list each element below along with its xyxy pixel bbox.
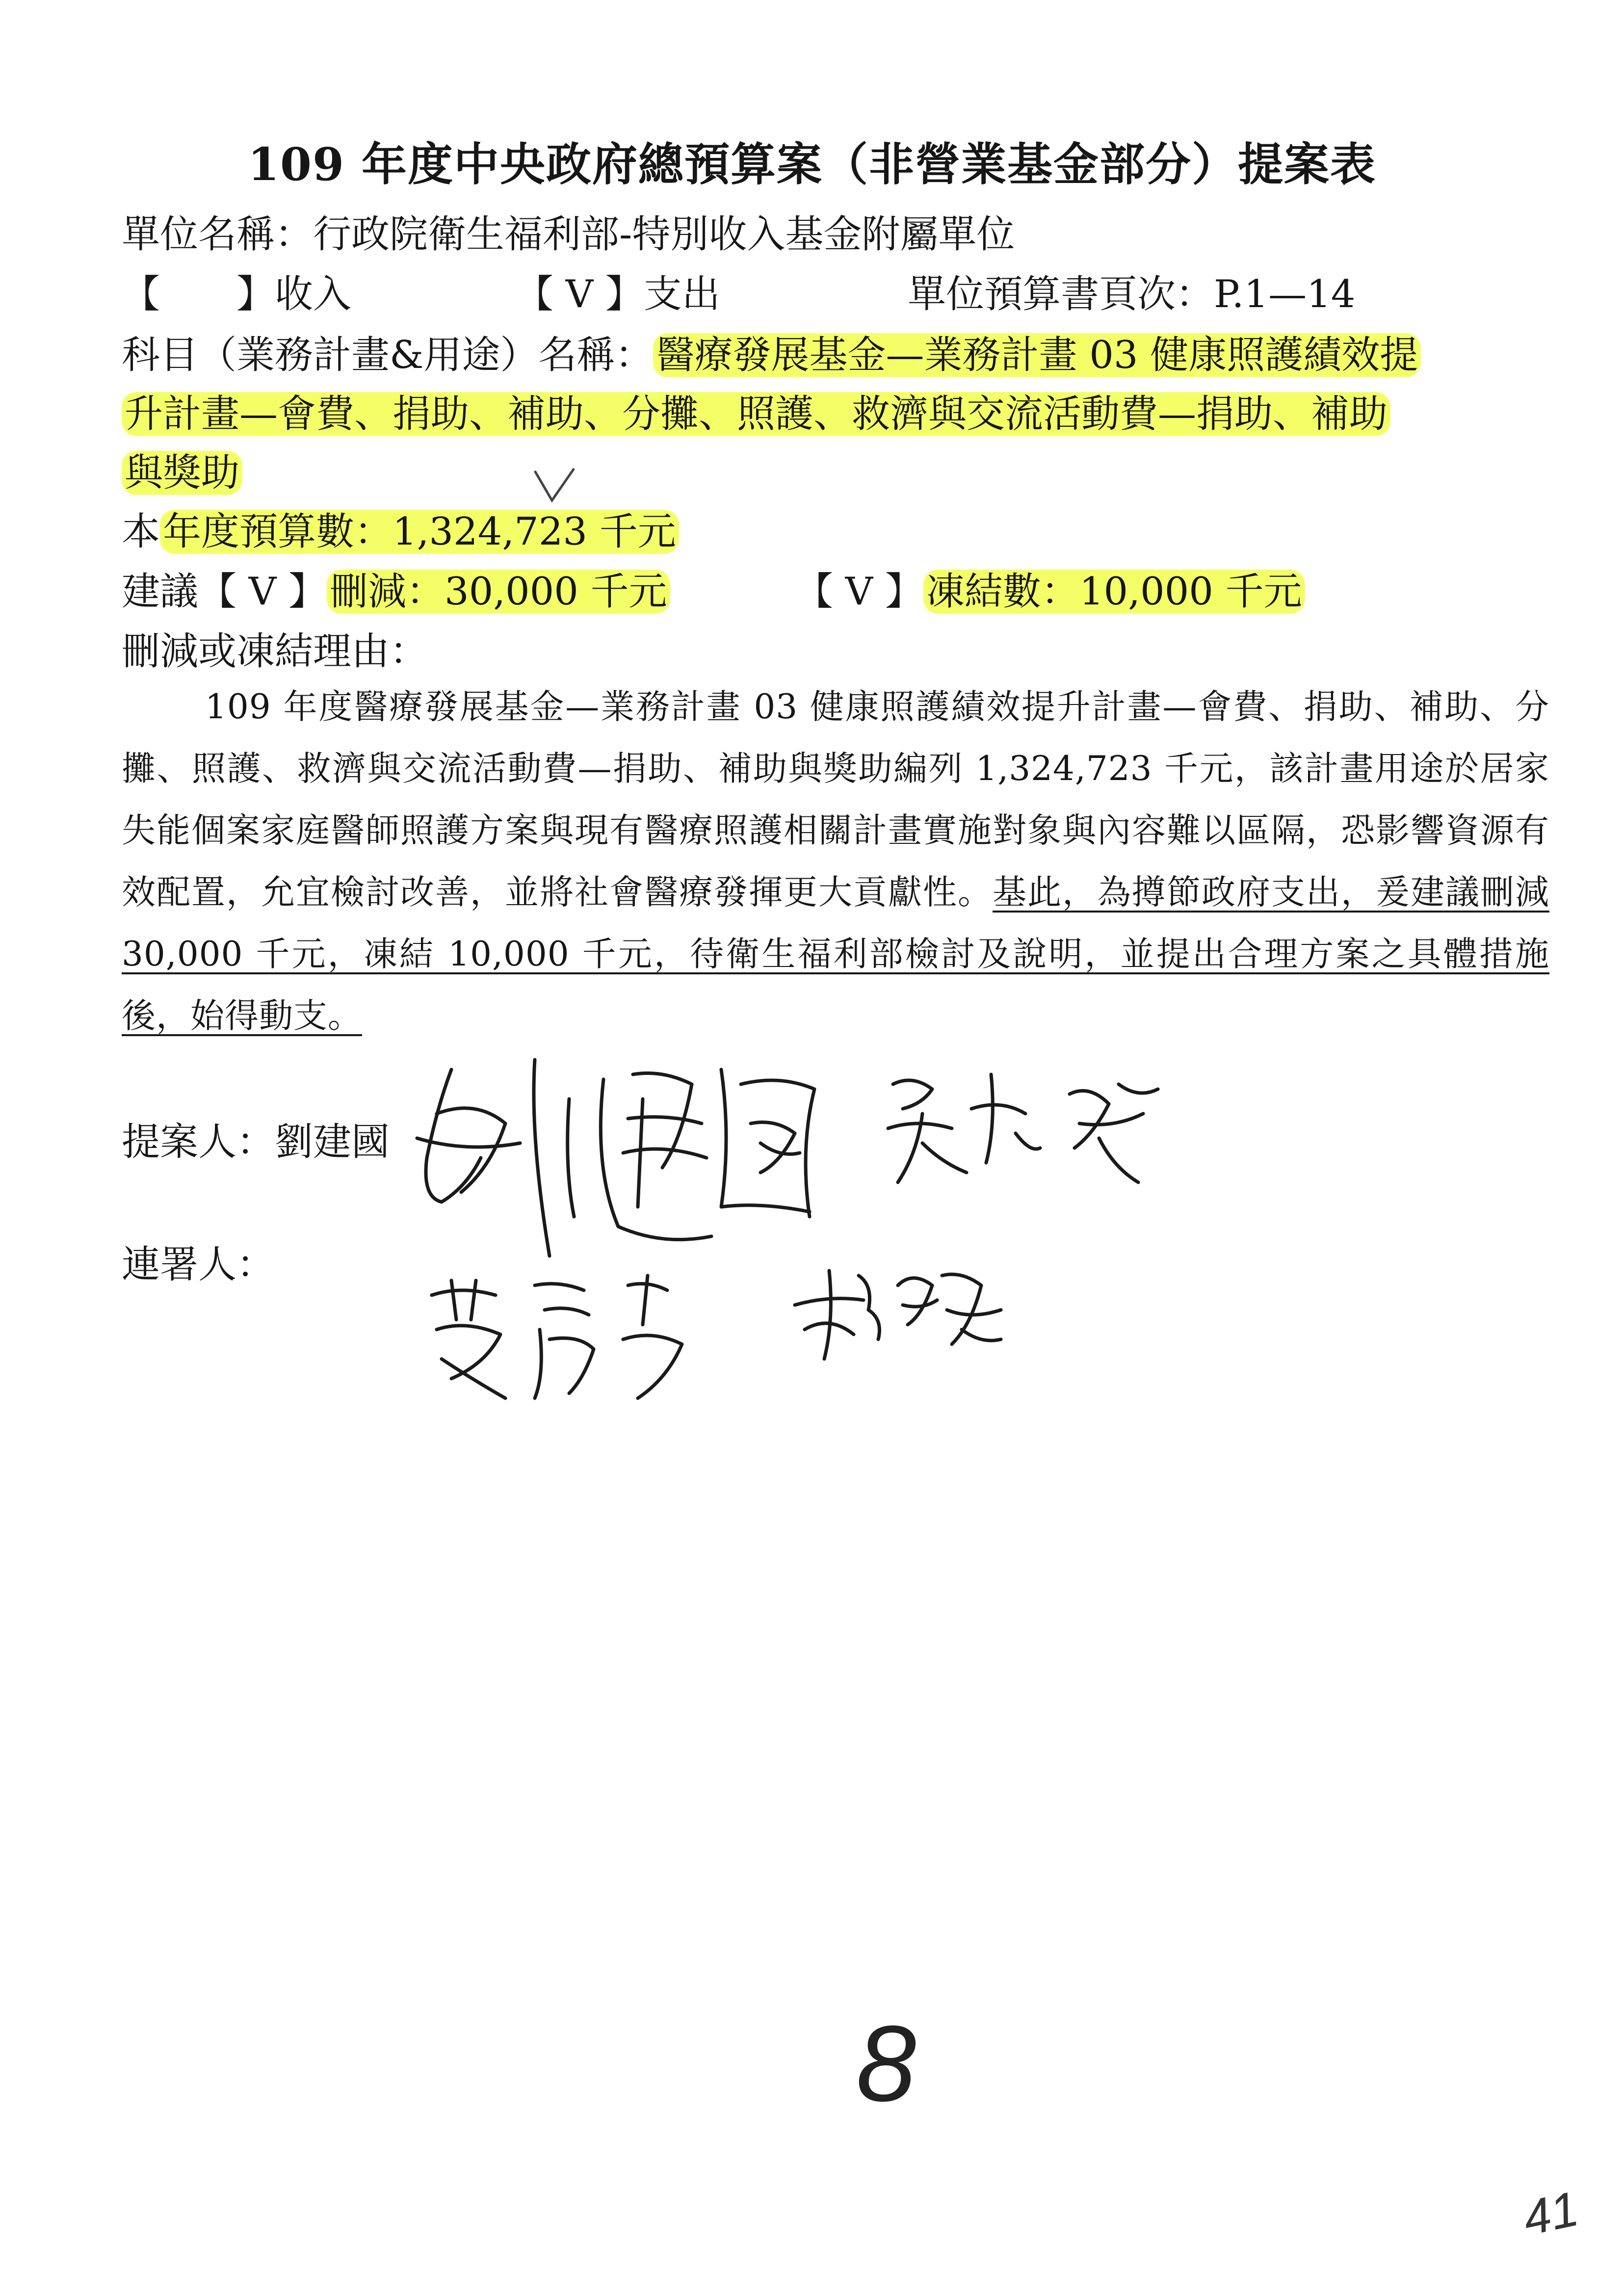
document-title: 109 年度中央政府總預算案（非營業基金部分）提案表: [247, 138, 1377, 191]
income-checkbox: 【 】收入: [122, 272, 352, 316]
signature-liu-chien-kuo: [407, 1040, 898, 1276]
budget-prefix: 本: [122, 510, 160, 554]
subject-name-part-2: 升計畫—會費、捐助、補助、分攤、照護、救濟與交流活動費—捐助、補助: [122, 392, 1390, 436]
reason-text: 109 年度醫療發展基金—業務計畫 03 健康照護績效提升計畫—會費、捐助、補助、分攤、照護、救濟與交流活動費—捐助、補助與獎助編列 1,324,723 千元，該計畫用途於居家失能個案家庭醫師照護方案與現有醫療照護相關計畫實施對象與內容難以區隔，恐影響資源有效配置，允宜檢討改善，並將社會醫療發揮更大貢獻性。: [122, 687, 1549, 912]
suggestion-label: 建議: [122, 570, 199, 614]
cut-amount: 刪減：30,000 千元: [327, 570, 670, 614]
freeze-checkbox: 【 V 】: [795, 570, 923, 614]
subject-name-part-3: 與獎助: [122, 451, 242, 495]
cosigner-label: 連署人：: [122, 1243, 275, 1287]
subject-line-3: [122, 444, 242, 502]
signature-wu-ping-jui: [883, 1055, 1178, 1202]
subject-label: 科目（業務計畫&用途）名稱：: [122, 333, 654, 377]
budget-page-reference: 單位預算書頁次：P.1—14: [908, 272, 1356, 316]
budget-amount-line: [122, 502, 679, 561]
freeze-group: [795, 562, 1305, 621]
suggestion-line: [122, 562, 670, 621]
signature-yang-yao: [785, 1256, 1021, 1374]
reason-label: 刪減或凍結理由：: [122, 629, 428, 674]
budget-amount: 年度預算數：1,324,723 千元: [160, 510, 679, 554]
reason-paragraph: [122, 676, 1549, 1047]
corner-mark: 41: [1518, 2181, 1583, 2246]
page-number: 8: [856, 2003, 917, 2124]
check-mark-icon: [532, 466, 576, 505]
unit-name-line: 單位名稱：行政院衛生福利部-特別收入基金附屬單位: [122, 212, 1015, 257]
subject-line-1: [122, 326, 1421, 385]
signature-huang-hsiu-fang: [422, 1266, 716, 1413]
proposer-label: 提案人：劉建國: [122, 1120, 390, 1164]
subject-name-part-1: 醫療發展基金—業務計畫 03 健康照護績效提: [653, 333, 1421, 377]
freeze-amount: 凍結數：10,000 千元: [923, 570, 1305, 614]
cut-checkbox: 【 V 】: [198, 570, 327, 614]
type-line: [122, 265, 351, 324]
reason-conclusion: 基此，為撙節政府支出，爰建議刪減 30,000 千元，凍結 10,000 千元，待衛生福利部檢討及說明，並提出合理方案之具體措施後，始得動支。: [122, 873, 1549, 1036]
expense-checkbox: 【 V 】支出: [515, 272, 720, 316]
subject-line-2: [122, 385, 1390, 444]
